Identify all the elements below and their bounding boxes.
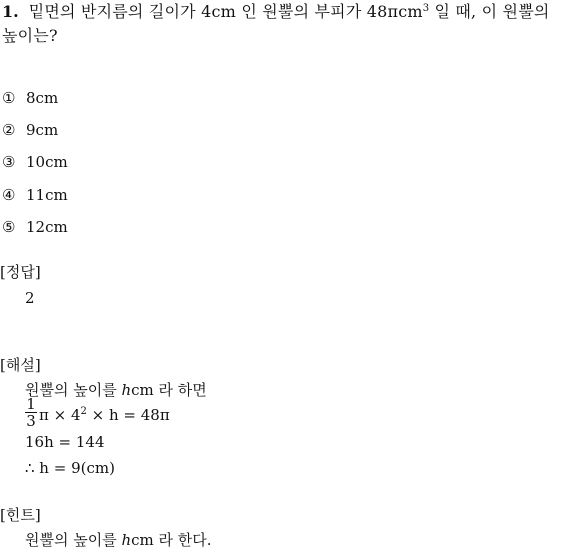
option-marker: ④ [2,186,16,204]
option-3[interactable] [2,153,68,171]
hint-text: cm 라 한다. [131,531,212,549]
explanation-line-1 [25,381,207,399]
variable-h: h [121,531,132,549]
hint-label: [힌트] [0,506,41,524]
option-text: 9cm [26,121,59,139]
equation-part: × h = 48π [86,406,170,424]
fraction-denominator: 3 [26,412,36,430]
option-4[interactable] [2,186,68,204]
option-marker: ③ [2,153,16,171]
explanation-text: 원뿔의 높이를 [25,381,122,399]
explanation-line-3: 16h = 144 [25,433,105,451]
equation-part: π × 4 [39,406,81,424]
variable-h: h [121,381,132,399]
option-marker: ⑤ [2,218,16,236]
option-2[interactable] [2,121,58,139]
explanation-line-2 [39,406,170,424]
answer-value: 2 [25,289,35,307]
question-line-1 [2,2,550,22]
option-1[interactable] [2,89,58,107]
explanation-label: [해설] [0,356,41,374]
option-marker: ② [2,121,16,139]
option-text: 8cm [26,89,59,107]
fraction-numerator: 1 [26,395,36,413]
question-line-2 [2,26,58,46]
hint-text: 원뿔의 높이를 [25,531,122,549]
question-text-1: 밑면의 반지름의 길이가 4cm 인 원뿔의 부피가 48πcm [28,2,423,21]
option-text: 12cm [26,218,68,236]
explanation-line-4: ∴ h = 9(cm) [25,459,115,477]
explanation-text: cm 라 하면 [131,381,207,399]
hint-line [25,531,212,549]
answer-label: [정답] [0,263,41,281]
fraction-one-third [25,397,37,428]
option-5[interactable] [2,218,68,236]
option-marker: ① [2,89,16,107]
question-number: 1. [2,2,19,21]
equation-exponent: 2 [80,406,87,417]
question-text-2: 높이는? [2,26,58,45]
option-text: 10cm [26,153,68,171]
question-superscript: 3 [422,3,430,14]
option-text: 11cm [26,186,68,204]
question-text-1-tail: 일 때, 이 원뿔의 [429,2,550,21]
